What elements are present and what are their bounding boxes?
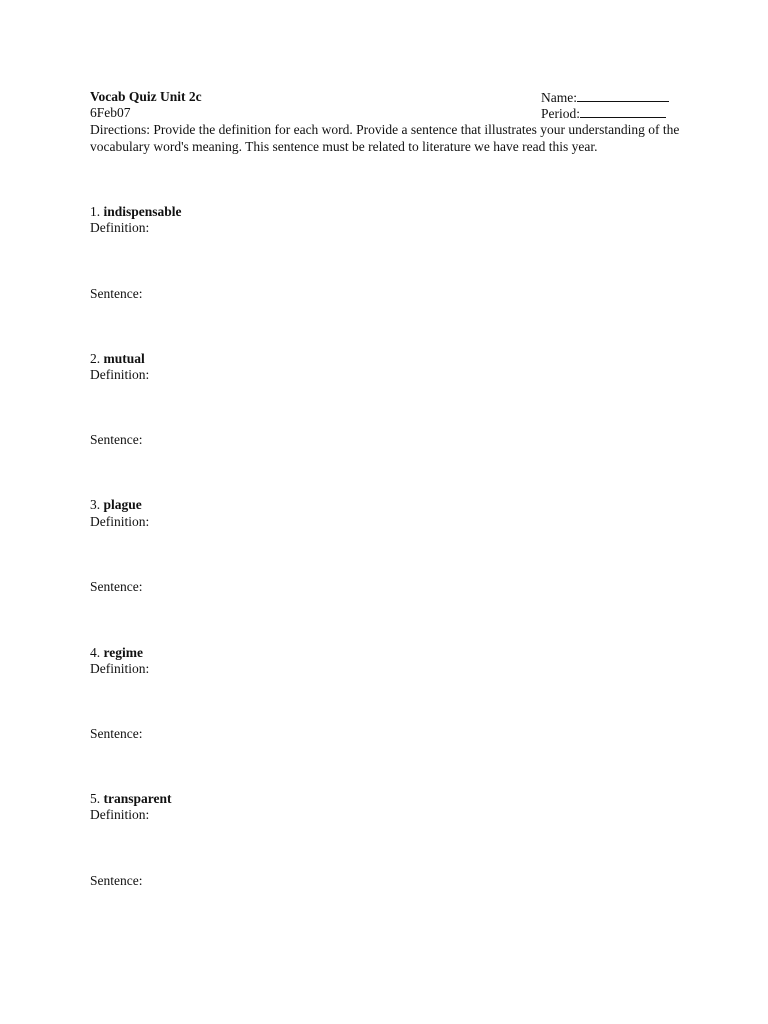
definition-label: Definition: [90, 661, 150, 676]
vocab-word: plague [103, 497, 142, 512]
sentence-label: Sentence: [90, 286, 143, 301]
vocab-word: indispensable [103, 204, 182, 219]
vocab-word: mutual [103, 351, 145, 366]
quiz-title: Vocab Quiz Unit 2c [90, 89, 202, 104]
definition-label: Definition: [90, 514, 150, 529]
name-label: Name: [541, 90, 577, 105]
definition-label: Definition: [90, 220, 150, 235]
item-number: 4. [90, 645, 101, 660]
vocab-item-header [90, 204, 182, 221]
period-label: Period: [541, 106, 580, 121]
item-number: 5. [90, 791, 101, 806]
name-blank-line [577, 89, 669, 102]
sentence-label: Sentence: [90, 726, 143, 741]
vocab-word: transparent [103, 791, 172, 806]
period-field [541, 105, 666, 123]
sentence-label: Sentence: [90, 579, 143, 594]
directions-text: Directions: Provide the definition for each word. Provide a sentence that illustrates your understanding of the vocabulary word's meaning. This sentence must be related to literature we have read this year. [90, 122, 680, 154]
definition-label: Definition: [90, 367, 150, 382]
vocab-item-header [90, 497, 142, 514]
vocab-item-header [90, 351, 145, 368]
item-number: 2. [90, 351, 101, 366]
quiz-date: 6Feb07 [90, 105, 131, 120]
item-number: 3. [90, 497, 101, 512]
item-number: 1. [90, 204, 101, 219]
vocab-word: regime [103, 645, 143, 660]
vocab-item-header [90, 791, 172, 808]
definition-label: Definition: [90, 807, 150, 822]
name-field [541, 89, 669, 107]
sentence-label: Sentence: [90, 432, 143, 447]
sentence-label: Sentence: [90, 873, 143, 888]
vocab-item-header [90, 645, 143, 662]
period-blank-line [580, 105, 666, 118]
